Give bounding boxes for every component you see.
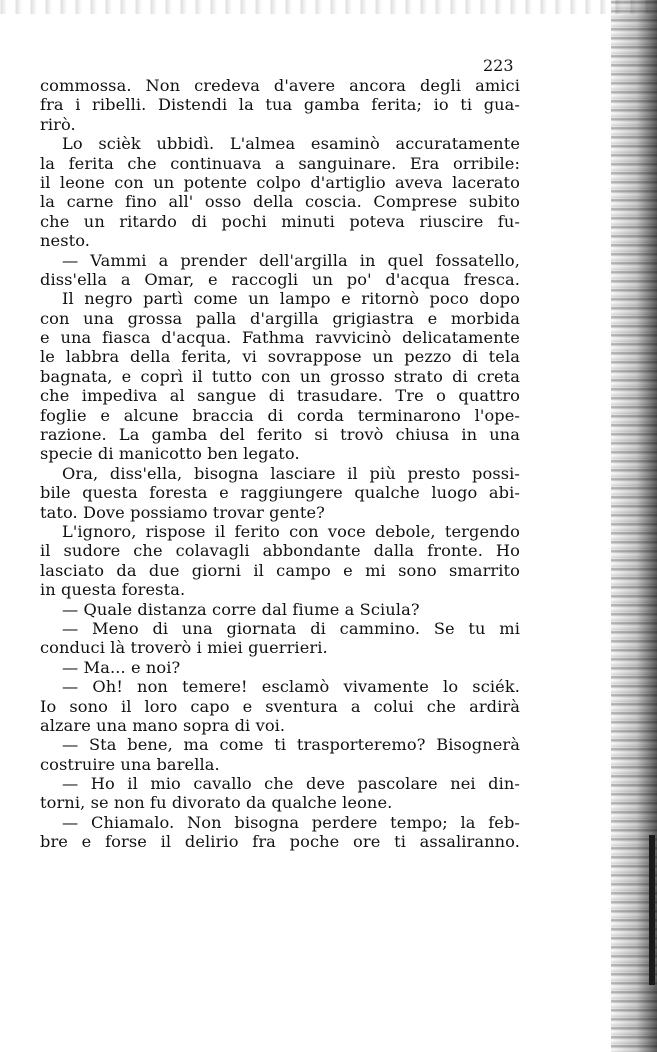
text-line: foglie e alcune braccia di corda terminarono l'ope- bbox=[40, 405, 520, 425]
text-line: lasciato da due giorni il campo e mi sono smarrito bbox=[40, 560, 520, 580]
text-line: la ferita che continuava a sanguinare. Era orribile: bbox=[40, 153, 520, 173]
text-line: bagnata, e coprì il tutto con un grosso strato di creta bbox=[40, 366, 520, 386]
text-line: Lo scièk ubbidì. L'almea esaminò accuratamente bbox=[62, 134, 520, 154]
text-line: la carne fino all' osso della coscia. Comprese subito bbox=[40, 192, 520, 212]
scan-noise bbox=[0, 0, 657, 14]
text-line: bre e forse il delirio fra poche ore ti assaliranno. bbox=[40, 832, 520, 852]
text-line: il leone con un potente colpo d'artiglio aveva lacerato bbox=[40, 172, 520, 192]
text-line: le labbra della ferita, vi sovrappose un pezzo di tela bbox=[40, 347, 520, 367]
text-line: — Meno di una giornata di cammino. Se tu mi bbox=[62, 618, 520, 638]
text-line: — Ma... e noi? bbox=[62, 657, 181, 677]
text-line: — Sta bene, ma come ti trasporteremo? Bisognerà bbox=[62, 735, 520, 755]
text-line: conduci là troverò i miei guerrieri. bbox=[40, 638, 328, 658]
text-line: Io sono il loro capo e sventura a colui che ardirà bbox=[40, 696, 520, 716]
text-line: Ora, diss'ella, bisogna lasciare il più presto possi- bbox=[62, 463, 520, 483]
text-line: e una fiasca d'acqua. Fathma ravvicinò delicatamente bbox=[40, 328, 520, 348]
text-line: — Oh! non temere! esclamò vivamente lo sciék. bbox=[62, 677, 520, 697]
text-line: in questa foresta. bbox=[40, 580, 186, 600]
text-line: — Chiamalo. Non bisogna perdere tempo; la feb- bbox=[62, 812, 520, 832]
text-line: che impediva al sangue di trasudare. Tre o quattro bbox=[40, 386, 520, 406]
text-line: commossa. Non credeva d'avere ancora degli amici bbox=[40, 76, 520, 95]
text-line: — Quale distanza corre dal fiume a Sciula? bbox=[62, 599, 420, 619]
text-line: il sudore che colavagli abbondante dalla fronte. Ho bbox=[40, 541, 520, 561]
page-number: 223 bbox=[483, 56, 514, 75]
text-line: alzare una mano sopra di voi. bbox=[40, 715, 286, 735]
text-line: L'ignoro, rispose il ferito con voce debole, tergendo bbox=[62, 521, 520, 541]
body-text bbox=[40, 76, 520, 852]
text-line: Il negro partì come un lampo e ritornò poco dopo bbox=[62, 289, 520, 309]
text-line: torni, se non fu divorato da qualche leone. bbox=[40, 793, 393, 813]
text-line: rirò. bbox=[40, 114, 76, 134]
text-line: costruire una barella. bbox=[40, 754, 220, 774]
text-line: specie di manicotto ben legato. bbox=[40, 444, 300, 464]
page-edge-mark bbox=[649, 835, 655, 985]
text-line: razione. La gamba del ferito si trovò chiusa in una bbox=[40, 425, 520, 445]
text-line: nesto. bbox=[40, 231, 91, 251]
text-line: — Vammi a prender dell'argilla in quel fossatello, bbox=[62, 250, 520, 270]
text-line: — Ho il mio cavallo che deve pascolare nei din- bbox=[62, 774, 520, 794]
text-line: bile questa foresta e raggiungere qualche luogo abi- bbox=[40, 483, 520, 503]
text-line: tato. Dove possiamo trovar gente? bbox=[40, 502, 325, 522]
text-line: diss'ella a Omar, e raccogli un po' d'acqua fresca. bbox=[40, 269, 520, 289]
text-line: con una grossa palla d'argilla grigiastra e morbida bbox=[40, 308, 520, 328]
text-line: che un ritardo di pochi minuti poteva riuscire fu- bbox=[40, 211, 520, 231]
text-line: fra i ribelli. Distendi la tua gamba ferita; io ti gua- bbox=[40, 95, 520, 115]
